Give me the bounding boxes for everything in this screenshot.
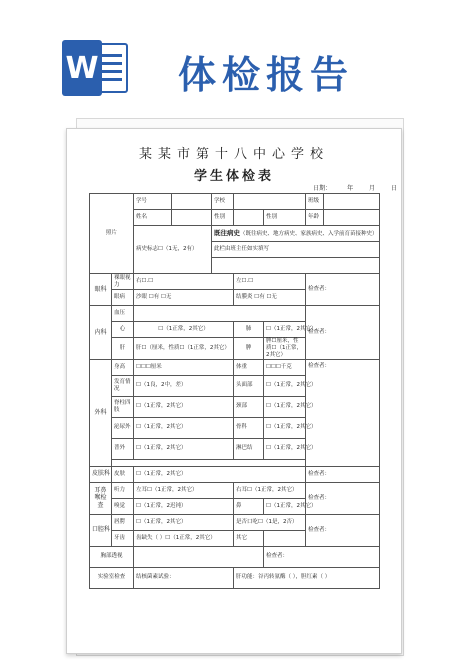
teeth-field[interactable]: 齿缺失（ ）☐（1正常，2其它） <box>134 530 234 546</box>
lymph-field[interactable]: ☐（1正常，2其它） <box>264 438 306 459</box>
row-oral-1 <box>90 514 380 530</box>
neck-field[interactable]: ☐（1正常，2其它） <box>264 396 306 417</box>
spleen-field[interactable]: 脾☐厘米，性质☐（1正常，2其它） <box>264 338 306 360</box>
history-title-cell: 既往病史（既往病史、地方病史、家族病史、入学前育苗接种史） <box>212 226 380 242</box>
stutter-field[interactable]: 是否口吃☐（1是，2否） <box>234 514 306 530</box>
right-eye-field[interactable]: 右☐.☐ <box>134 274 234 290</box>
development-label: 发育情况 <box>112 375 134 396</box>
row-internal-1 <box>90 306 380 322</box>
bone-field[interactable]: ☐（1正常，2其它） <box>264 417 306 438</box>
photo-cell: 照片 <box>90 194 134 274</box>
skin-label: 皮肤 <box>112 466 134 482</box>
blood-pressure-label: 血压 <box>112 306 134 322</box>
nose-label: 鼻 <box>234 498 264 514</box>
heart-label: 心 <box>112 322 134 338</box>
lung-field[interactable]: ☐（1正常，2其它） <box>264 322 306 338</box>
blood-pressure-field[interactable] <box>134 306 306 322</box>
general-field[interactable]: ☐（1正常，2其它） <box>134 438 234 459</box>
internal-examiner[interactable]: 检查者： <box>306 306 380 360</box>
ent-section: 耳鼻喉检查 <box>90 482 112 514</box>
age-label: 年龄 <box>306 210 324 226</box>
height-field[interactable]: ☐☐☐厘米 <box>134 359 234 375</box>
chest-label: 胸部透视 <box>90 546 134 567</box>
class-field[interactable] <box>324 194 380 210</box>
row-chest <box>90 546 380 567</box>
lips-label: 唇腭 <box>112 514 134 530</box>
name-field[interactable] <box>172 210 212 226</box>
other-label: 其它 <box>234 530 264 546</box>
spine-label: 脊柱四肢 <box>112 396 134 417</box>
smell-field[interactable]: ☐（1正常，2迟钝） <box>134 498 234 514</box>
history-flag[interactable]: 病史标志☐（1无，2有） <box>134 226 212 274</box>
spleen-label: 脾 <box>234 338 264 360</box>
liver-label: 肝 <box>112 338 134 360</box>
row-skin <box>90 466 380 482</box>
skin-field[interactable]: ☐（1正常，2其它） <box>134 466 306 482</box>
word-badge: W <box>62 40 102 96</box>
eye-disease-label: 眼病 <box>112 290 134 306</box>
student-id-label: 学号 <box>134 194 172 210</box>
spine-field[interactable]: ☐（1正常，2其它） <box>134 396 234 417</box>
sex-label: 性别 <box>212 210 234 226</box>
surgery-section: 外科 <box>90 359 112 466</box>
history-note: 此栏由班主任如实填写 <box>212 242 380 258</box>
liver-function-field[interactable]: 肝功能：谷丙转氨酶（ ），胆红素（ ） <box>234 567 380 588</box>
class-label: 班级 <box>306 194 324 210</box>
teeth-label: 牙齿 <box>112 530 134 546</box>
word-document-icon <box>62 40 128 96</box>
school-name: 某某市第十八中心学校 <box>138 147 329 162</box>
surgery-examiner[interactable]: 检查者： <box>306 359 380 466</box>
sex-field[interactable] <box>234 210 264 226</box>
development-field[interactable]: ☐（1良，2中，差） <box>134 375 234 396</box>
left-eye-field[interactable]: 左☐.☐ <box>234 274 306 290</box>
chest-field[interactable] <box>134 546 264 567</box>
ent-examiner[interactable]: 检查者： <box>306 482 380 514</box>
oral-section: 口腔科 <box>90 514 112 546</box>
left-ear-field[interactable]: 左耳☐（1正常，2其它） <box>134 482 234 498</box>
conjunctivitis-field[interactable]: 结膜炎 ☐有 ☐无 <box>234 290 306 306</box>
school-field[interactable] <box>234 194 306 210</box>
lips-field[interactable]: ☐（1正常，2其它） <box>134 514 234 530</box>
banner-title: 体检报告 <box>178 53 355 97</box>
head-field[interactable]: ☐（1正常，2其它） <box>264 375 306 396</box>
bone-label: 骨科 <box>234 417 264 438</box>
row-basic-3 <box>90 226 380 242</box>
head-label: 头面部 <box>234 375 264 396</box>
eye-examiner[interactable]: 检查者： <box>306 274 380 306</box>
banner <box>0 0 474 118</box>
right-ear-field[interactable]: 右耳☐（1正常，2其它） <box>234 482 306 498</box>
weight-label: 体重 <box>234 359 264 375</box>
name-label: 姓名 <box>134 210 172 226</box>
urogenital-field[interactable]: ☐（1正常，2其它） <box>134 417 234 438</box>
health-form-table <box>89 193 380 589</box>
lab-label: 实验室检查 <box>90 567 134 588</box>
row-surgery-1 <box>90 359 380 375</box>
row-basic-1 <box>90 194 380 210</box>
document-page <box>66 128 402 654</box>
general-label: 普外 <box>112 438 134 459</box>
height-label: 身高 <box>112 359 134 375</box>
student-id-field[interactable] <box>172 194 212 210</box>
internal-section: 内科 <box>90 306 112 360</box>
neck-label: 颈部 <box>234 396 264 417</box>
lung-label: 肺 <box>234 322 264 338</box>
heart-field[interactable]: ☐（1正常，2其它） <box>134 322 234 338</box>
surgery-spacer <box>112 459 306 466</box>
history-field[interactable] <box>212 258 380 274</box>
liver-field[interactable]: 肝☐（厘米，性质☐（1正常，2其它） <box>134 338 234 360</box>
row-lab <box>90 567 380 588</box>
skin-section: 皮肤科 <box>90 466 112 482</box>
lymph-label: 淋巴结 <box>234 438 264 459</box>
trachoma-field[interactable]: 沙眼 ☐有 ☐无 <box>134 290 234 306</box>
nose-field[interactable]: ☐（1正常，2其它） <box>264 498 306 514</box>
skin-examiner[interactable]: 检查者： <box>306 466 380 482</box>
row-ent-1 <box>90 482 380 498</box>
weight-field[interactable]: ☐☐☐千克 <box>264 359 306 375</box>
smell-label: 嗅觉 <box>112 498 134 514</box>
naked-vision-label: 裸眼视力 <box>112 274 134 290</box>
chest-examiner[interactable]: 检查者： <box>264 546 380 567</box>
hearing-label: 听力 <box>112 482 134 498</box>
date-line: 日期： 年 月 日 <box>313 185 397 192</box>
school-label: 学校 <box>212 194 234 210</box>
other-field[interactable] <box>264 530 306 546</box>
tb-test-field[interactable]: 结核菌素试验： <box>134 567 234 588</box>
oral-examiner[interactable]: 检查者： <box>306 514 380 546</box>
eye-section: 眼科 <box>90 274 112 306</box>
row-basic-2 <box>90 210 380 226</box>
form-title: 学生体检表 <box>193 169 274 184</box>
row-eye-1 <box>90 274 380 290</box>
sex2-label: 性别 <box>264 210 306 226</box>
urogenital-label: 泌尿外 <box>112 417 134 438</box>
age-field[interactable] <box>324 210 380 226</box>
